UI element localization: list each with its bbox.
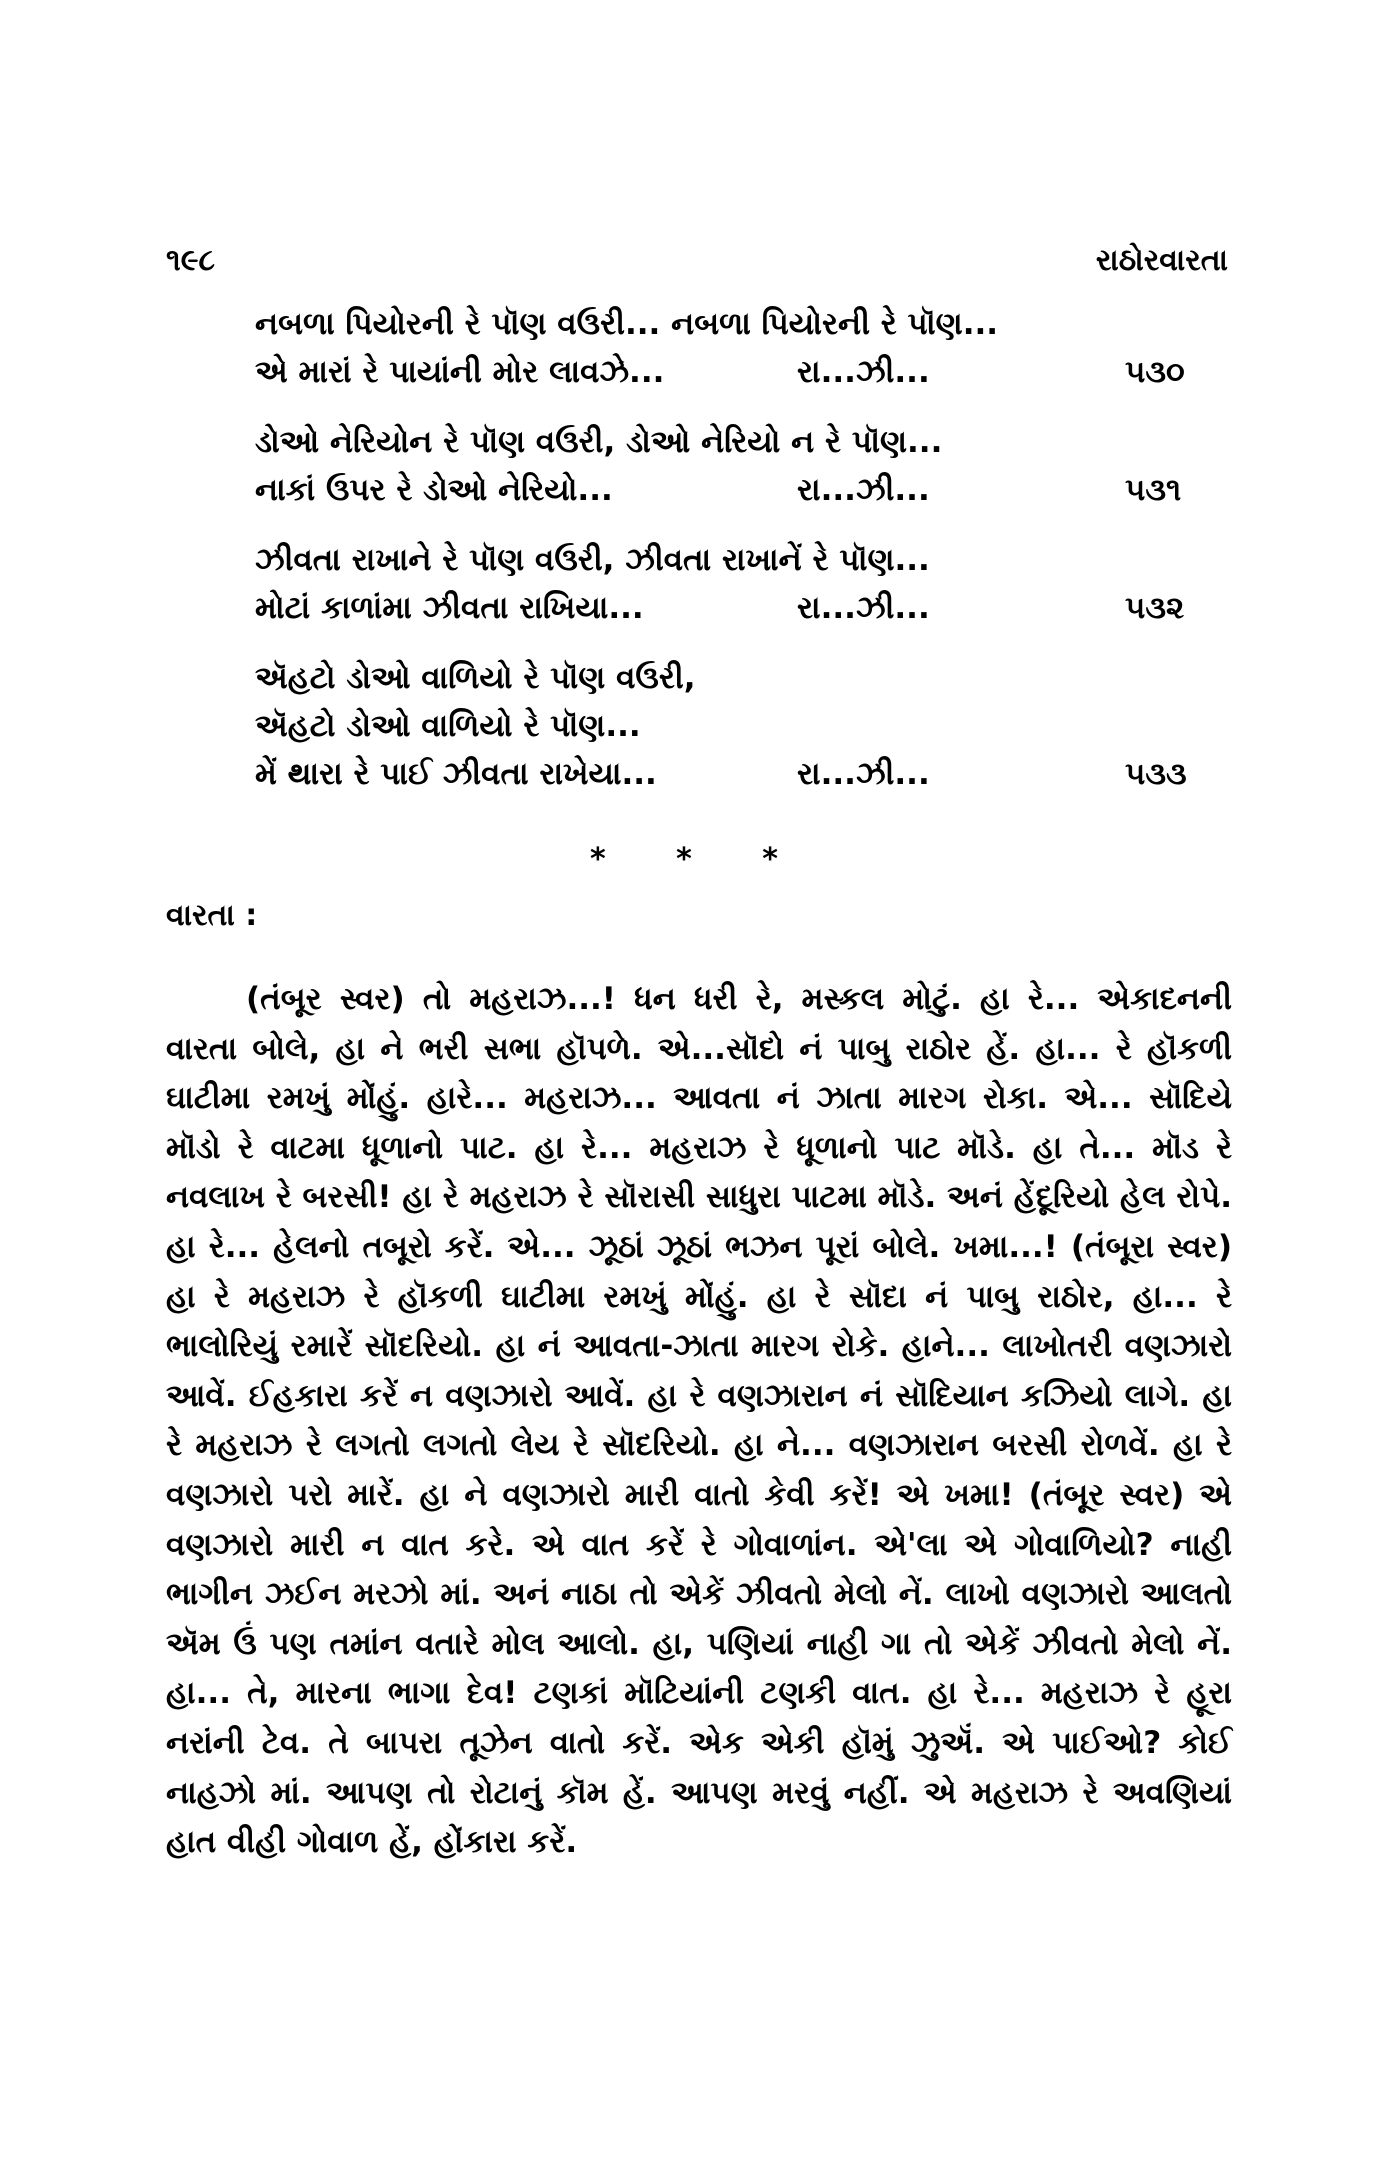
verse-text: એ મારાં રે પાયાંની મોર લાવઝે... (255, 354, 665, 390)
prose-paragraph: (તંબૂર સ્વર) તો મહરાઝ...! ધન ધરી રે, મસ્કલ મોટું. હા રે... એકાદનની વારતા બોલે, હા ને ભરી સભા હૉપળે. એ...સૉદો નં પાબુ રાઠોર હેં. હા... રે હૉકળી ઘાટીમા રમખું મોંહું. હારે... મહરાઝ... આવતા નં ઝાતા મારગ રોકા. એ... સૉદિયે મૉડો રે વાટમા ધૂળાનો પાટ. હા રે... મહરાઝ રે ધૂળાનો પાટ મૉડે. હા તે... મૉડ રે નવલાખ રે બરસી! હા રે મહરાઝ રે સૉરાસી સાધુરા પાટમા મૉડે. અનં હેંદૂરિયો હેલ રોપે. હા રે... હેલનો તબૂરો કરેં. એ... ઝૂઠાં ઝૂઠાં ભઝન પૂરાં બોલે. ખમા...! (તંબૂરા સ્વર) હા રે મહરાઝ રે હૉકળી ઘાટીમા રમખું મોંહું. હા રે સૉદા નં પાબુ રાઠોર, હા... રે ભાલોરિયું રમારેં સૉદરિયો. હા નં આવતા-ઝાતા મારગ રોકે. હાને... લાખોતરી વણઝારો આવેં. ઈહકારા કરેં ન વણઝારો આવેં. હા રે વણઝારાન નં સૉદિયાન કઝિયો લાગે. હા રે મહરાઝ રે લગતો લગતો લેય રે સૉદરિયો. હા ને... વણઝારાન બરસી રોળવેં. હા રે વણઝારો પરો મારેં. હા ને વણઝારો મારી વાતો કેવી કરેં! એ ખમા! (તંબૂર સ્વર) એ વણઝારો મારી ન વાત કરે. એ વાત કરેં રે ગોવાળાંન. એ'લા એ ગોવાળિયો? નાહી ભાગીન ઝઈન મરઝો માં. અનં નાઠા તો એકેં ઝીવતો મેલો નેં. લાખો વણઝારો આલતો ઍમ ઉં પણ તમાંન વતારે મોલ આલો. હા, પણિયાં નાહી ગા તો એકેં ઝીવતો મેલો નેં. હા... તે, મારના ભાગા દેવ! ટણકાં મૉટિયાંની ટણકી વાત. હા રે... મહરાઝ રે હૂરા નરાંની ટેવ. તે બાપરા તૂઝેન વાતો કરેં. એક એકી હૉમું ઝુઍં. એ પાઈઓ? કોઈ નાહઝો માં. આપણ તો રોટાનું કૉમ હેં. આપણ મરવું નહીં. એ મહરાઝ રે અવણિયાં હાત વીહી ગોવાળ હેં, હોંકારા કરેં. (166, 981, 1232, 1861)
verse-line (255, 300, 1205, 348)
verse-refrain: રા...ઝી... (797, 756, 930, 792)
verse-line (255, 584, 1205, 632)
verse-text: નાકાં ઉપર રે ડોઓ નેરિયો... (255, 472, 613, 508)
verse-line (255, 418, 1205, 466)
page-number: ૧૯૮ (166, 243, 215, 278)
verse-text: ડોઓ નેરિયોન રે પૉણ વઉરી, ડોઓ નેરિયો ન રે પૉણ... (255, 424, 943, 460)
verse-line (255, 536, 1205, 584)
verse-text: મેં થારા રે પાઈ ઝીવતા રાખેયા... (255, 756, 657, 792)
section-label: વારતા : (166, 898, 258, 933)
prose-block (166, 975, 1232, 1868)
verse-refrain: રા...ઝી... (797, 354, 930, 390)
stanza (255, 418, 1205, 514)
running-title: રાઠોરવારતા (1095, 243, 1228, 278)
verse-line (255, 702, 1205, 750)
verse-block (255, 300, 1205, 820)
verse-line (255, 654, 1205, 702)
verse-line (255, 348, 1205, 396)
verse-text: મોટાં કાળાંમા ઝીવતા રાખિયા... (255, 590, 644, 626)
verse-line (255, 466, 1205, 514)
verse-number: ૫૩૨ (1125, 590, 1185, 626)
stanza (255, 654, 1205, 798)
verse-line (255, 750, 1205, 798)
verse-text: ઍહટો ડોઓ વાળિયો રે પૉણ વઉરી, (255, 660, 696, 696)
verse-refrain: રા...ઝી... (797, 590, 930, 626)
page-header (166, 228, 1228, 278)
stanza (255, 300, 1205, 396)
verse-text: ઍહટો ડોઓ વાળિયો રે પૉણ... (255, 708, 641, 744)
stanza (255, 536, 1205, 632)
section-separator: * * * (590, 842, 808, 877)
verse-text: નબળા પિયોરની રે પૉણ વઉરી... નબળા પિયોરની રે પૉણ... (255, 306, 999, 342)
verse-refrain: રા...ઝી... (797, 472, 930, 508)
verse-text: ઝીવતા રાખાને રે પૉણ વઉરી, ઝીવતા રાખાનેં રે પૉણ... (255, 542, 930, 578)
verse-number: ૫૩૦ (1125, 354, 1185, 390)
verse-number: ૫૩૧ (1125, 472, 1182, 508)
verse-number: ૫૩૩ (1125, 756, 1187, 792)
